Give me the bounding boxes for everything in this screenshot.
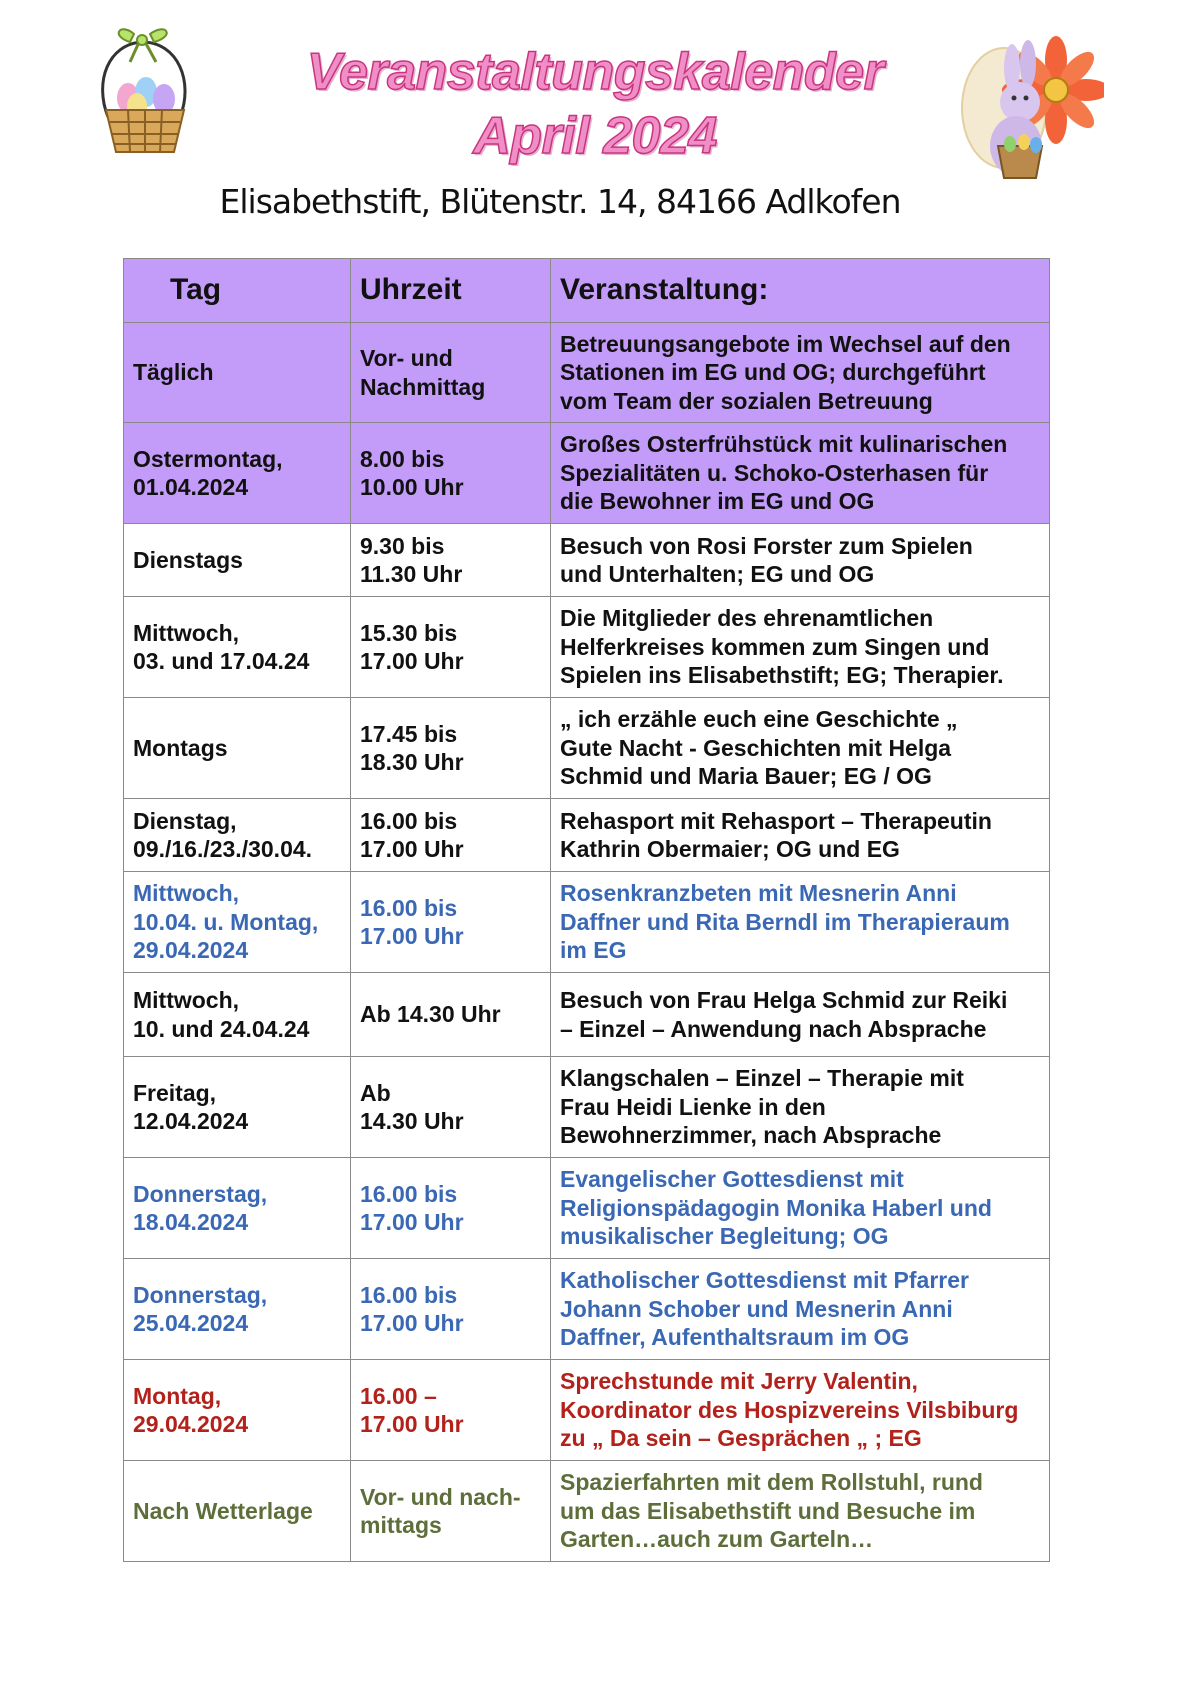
cell-text-line: 12.04.2024 xyxy=(133,1108,249,1134)
cell-text-line: 01.04.2024 xyxy=(133,474,249,500)
cell-text-line: Donnerstag, xyxy=(133,1281,268,1308)
table-row xyxy=(124,973,1050,1057)
cell-text-line: Betreuungsangebote im Wechsel auf den xyxy=(560,330,1011,357)
cell-uhrzeit xyxy=(351,1461,551,1562)
cell-text-line: Mittwoch, xyxy=(133,987,240,1013)
cell-veranstaltung xyxy=(551,597,1050,698)
cell-uhrzeit xyxy=(351,973,551,1057)
cell-text-line: Stationen im EG und OG; durchgeführt xyxy=(560,359,986,386)
cell-text-line: Freitag, xyxy=(133,1079,217,1106)
cell-veranstaltung xyxy=(551,323,1050,423)
cell-text-line: 16.00 bis xyxy=(360,807,458,834)
table-row xyxy=(124,1360,1050,1461)
cell-text-line: musikalischer Begleitung; OG xyxy=(560,1223,889,1250)
cell-uhrzeit xyxy=(351,698,551,799)
cell-text-line: Spazierfahrten mit dem Rollstuhl, rund xyxy=(560,1469,983,1496)
table-row xyxy=(124,1259,1050,1360)
cell-text-line: 10. und 24.04.24 xyxy=(133,1015,310,1042)
table-row xyxy=(124,524,1050,597)
cell-text-line: Spielen ins Elisabethstift; EG; Therapier. xyxy=(560,662,1004,689)
cell-tag xyxy=(124,524,351,597)
page-title: Veranstaltungskalender xyxy=(306,43,884,101)
cell-text-line: „ ich erzähle euch eine Geschichte „ xyxy=(560,706,958,733)
cell-text-line: Koordinator des Hospizvereins Vilsbiburg xyxy=(560,1396,1019,1423)
cell-text-line: Sprechstunde mit Jerry Valentin, xyxy=(560,1368,918,1395)
cell-text-line: 16.00 bis xyxy=(360,1281,458,1308)
cell-text-line: 16.00 – xyxy=(360,1382,437,1409)
cell-text-line: Donnerstag, xyxy=(133,1180,268,1207)
cell-tag xyxy=(124,698,351,799)
cell-text-line: 15.30 bis xyxy=(360,619,458,646)
cell-tag xyxy=(124,423,351,524)
cell-text-line: 14.30 Uhr xyxy=(360,1108,464,1134)
cell-text-line: Rosenkranzbeten mit Mesnerin Anni xyxy=(560,880,957,907)
cell-text-line: Klangschalen – Einzel – Therapie mit xyxy=(560,1065,964,1092)
address-line: Elisabethstift, Blütenstr. 14, 84166 Adlkofen xyxy=(219,182,901,221)
cell-veranstaltung xyxy=(551,1158,1050,1259)
column-header-tag: Tag xyxy=(124,259,351,323)
cell-text-line: 10.04. u. Montag, xyxy=(133,908,319,935)
cell-text-line: Vor- und nach- xyxy=(360,1483,521,1510)
cell-text-line: 11.30 Uhr xyxy=(360,561,463,587)
cell-text-line: 17.00 Uhr xyxy=(360,648,464,674)
cell-tag xyxy=(124,1259,351,1360)
cell-text-line: Großes Osterfrühstück mit kulinarischen xyxy=(560,431,1008,458)
cell-text-line: 16.00 bis xyxy=(360,894,458,921)
cell-veranstaltung xyxy=(551,1259,1050,1360)
table-row xyxy=(124,872,1050,973)
cell-text-line: um das Elisabethstift und Besuche im xyxy=(560,1497,976,1524)
cell-text-line: die Bewohner im EG und OG xyxy=(560,488,875,515)
cell-text-line: Besuch von Rosi Forster zum Spielen xyxy=(560,532,973,559)
cell-text-line: 17.00 Uhr xyxy=(360,923,464,949)
cell-text-line: Dienstag, xyxy=(133,807,237,834)
cell-text-line: 17.45 bis xyxy=(360,720,458,747)
cell-text-line: 18.30 Uhr xyxy=(360,749,464,775)
cell-text-line: Mittwoch, xyxy=(133,619,240,646)
table-row xyxy=(124,423,1050,524)
cell-uhrzeit xyxy=(351,323,551,423)
cell-text-line: zu „ Da sein – Gesprächen „ ; EG xyxy=(560,1425,922,1452)
cell-text-line: Bewohnerzimmer, nach Absprache xyxy=(560,1122,942,1149)
cell-tag xyxy=(124,1158,351,1259)
cell-text-line: 16.00 bis xyxy=(360,1180,458,1207)
cell-text-line: Evangelischer Gottesdienst mit xyxy=(560,1166,904,1193)
cell-veranstaltung xyxy=(551,973,1050,1057)
event-table xyxy=(123,258,1050,1562)
cell-uhrzeit xyxy=(351,799,551,872)
cell-tag xyxy=(124,597,351,698)
cell-text-line: Daffner und Rita Berndl im Therapieraum xyxy=(560,908,1010,935)
cell-tag xyxy=(124,1461,351,1562)
cell-text-line: Frau Heidi Lienke in den xyxy=(560,1093,826,1120)
cell-text-line: im EG xyxy=(560,937,627,964)
page-subtitle-month: April 2024 xyxy=(473,107,717,165)
table-row xyxy=(124,1158,1050,1259)
cell-text-line: und Unterhalten; EG und OG xyxy=(560,561,875,587)
cell-veranstaltung xyxy=(551,872,1050,973)
cell-text-line: 17.00 Uhr xyxy=(360,1411,464,1437)
table-header-row xyxy=(124,259,1050,323)
cell-text-line: 8.00 bis xyxy=(360,445,445,472)
table-row xyxy=(124,799,1050,872)
cell-text-line: 09./16./23./30.04. xyxy=(133,836,313,862)
cell-text-line: 29.04.2024 xyxy=(133,937,249,964)
cell-text-line: Vor- und xyxy=(360,345,453,371)
cell-veranstaltung xyxy=(551,698,1050,799)
cell-uhrzeit xyxy=(351,524,551,597)
cell-uhrzeit xyxy=(351,1259,551,1360)
cell-text-line: 17.00 Uhr xyxy=(360,836,464,862)
cell-tag xyxy=(124,1057,351,1158)
cell-tag xyxy=(124,1360,351,1461)
cell-text-line: 10.00 Uhr xyxy=(360,474,464,500)
cell-text-line: Ostermontag, xyxy=(133,445,283,472)
cell-text-line: Ab 14.30 Uhr xyxy=(360,1001,501,1028)
cell-text-line: 29.04.2024 xyxy=(133,1411,249,1437)
cell-text-line: – Einzel – Anwendung nach Absprache xyxy=(560,1015,987,1042)
cell-veranstaltung xyxy=(551,524,1050,597)
cell-text-line: Katholischer Gottesdienst mit Pfarrer xyxy=(560,1267,969,1294)
cell-uhrzeit xyxy=(351,597,551,698)
cell-text-line: vom Team der sozialen Betreuung xyxy=(560,387,933,414)
cell-uhrzeit xyxy=(351,1360,551,1461)
cell-uhrzeit xyxy=(351,872,551,973)
cell-uhrzeit xyxy=(351,423,551,524)
cell-text-line: Besuch von Frau Helga Schmid zur Reiki xyxy=(560,987,1008,1013)
cell-text-line: Die Mitglieder des ehrenamtlichen xyxy=(560,605,934,632)
cell-text-line: 18.04.2024 xyxy=(133,1209,249,1235)
table-row xyxy=(124,698,1050,799)
cell-tag xyxy=(124,872,351,973)
cell-text-line: Montag, xyxy=(133,1382,222,1409)
cell-veranstaltung xyxy=(551,799,1050,872)
cell-uhrzeit xyxy=(351,1158,551,1259)
cell-text-line: Dienstags xyxy=(133,546,243,573)
cell-text-line: Nachmittag xyxy=(360,373,486,400)
cell-text-line: Spezialitäten u. Schoko-Osterhasen für xyxy=(560,459,989,486)
table-row xyxy=(124,323,1050,423)
cell-veranstaltung xyxy=(551,1057,1050,1158)
cell-tag xyxy=(124,973,351,1057)
cell-text-line: 9.30 bis xyxy=(360,532,445,559)
cell-text-line: Mittwoch, xyxy=(133,880,240,907)
cell-text-line: Nach Wetterlage xyxy=(133,1497,313,1524)
column-header-uhrzeit: Uhrzeit xyxy=(351,259,551,323)
cell-uhrzeit xyxy=(351,1057,551,1158)
cell-text-line: Rehasport mit Rehasport – Therapeutin xyxy=(560,807,992,834)
cell-text-line: Daffner, Aufenthaltsraum im OG xyxy=(560,1324,910,1351)
cell-text-line: Täglich xyxy=(133,359,214,386)
cell-text-line: 17.00 Uhr xyxy=(360,1209,464,1235)
cell-text-line: Montags xyxy=(133,734,228,761)
cell-text-line: Schmid und Maria Bauer; EG / OG xyxy=(560,763,932,790)
cell-text-line: Religionspädagogin Monika Haberl und xyxy=(560,1194,992,1221)
table-row xyxy=(124,1057,1050,1158)
cell-tag xyxy=(124,323,351,423)
table-row xyxy=(124,1461,1050,1562)
cell-text-line: 03. und 17.04.24 xyxy=(133,648,310,674)
cell-tag xyxy=(124,799,351,872)
cell-text-line: Helferkreises kommen zum Singen und xyxy=(560,633,990,660)
cell-text-line: Johann Schober und Mesnerin Anni xyxy=(560,1295,953,1322)
table-row xyxy=(124,597,1050,698)
cell-text-line: Kathrin Obermaier; OG und EG xyxy=(560,836,900,862)
column-header-veranstaltung: Veranstaltung: xyxy=(551,259,1050,323)
cell-text-line: mittags xyxy=(360,1512,442,1538)
cell-text-line: 17.00 Uhr xyxy=(360,1310,464,1336)
cell-veranstaltung xyxy=(551,1360,1050,1461)
cell-text-line: 25.04.2024 xyxy=(133,1310,249,1336)
cell-text-line: Ab xyxy=(360,1079,391,1106)
cell-text-line: Garten…auch zum Garteln… xyxy=(560,1526,874,1553)
cell-text-line: Gute Nacht - Geschichten mit Helga xyxy=(560,734,952,761)
cell-veranstaltung xyxy=(551,423,1050,524)
cell-veranstaltung xyxy=(551,1461,1050,1562)
